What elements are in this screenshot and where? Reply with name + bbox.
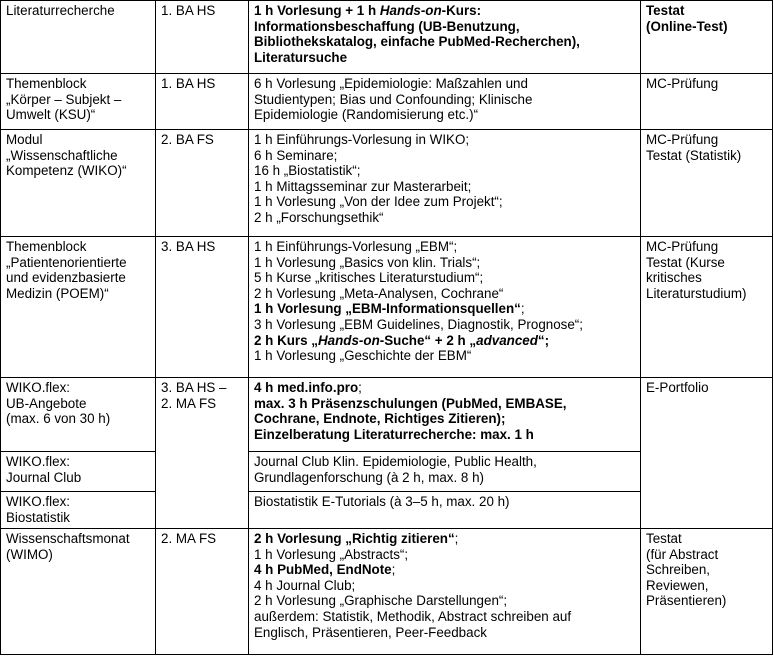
- text-run: -Kurs:: [441, 3, 482, 18]
- text-run: advanced: [476, 332, 538, 348]
- text-run: 4 h PubMed, EndNote: [254, 562, 392, 578]
- content-cell: [249, 130, 641, 237]
- cell-line: Themenblock: [6, 76, 87, 91]
- text-run: Testat: [646, 3, 685, 18]
- cell-line: [254, 494, 635, 510]
- text-run: Journal Club Klin. Epidemiologie, Public Health,: [254, 454, 537, 469]
- cell-line: [254, 625, 635, 641]
- text-run: Testat: [646, 531, 682, 546]
- cell-line: Modul: [6, 132, 43, 147]
- cell-line: Medizin (POEM)“: [6, 285, 109, 301]
- cell-line: [646, 593, 767, 609]
- table-row: [1, 529, 773, 655]
- module-cell: [1, 378, 156, 452]
- text-run: 1 h Mittagsseminar zur Masterarbeit;: [254, 178, 472, 194]
- cell-line: [254, 163, 635, 179]
- cell-line: 1. BA HS: [161, 3, 216, 18]
- cell-line: (max. 6 von 30 h): [6, 411, 111, 427]
- text-run: 6 h Seminare;: [254, 147, 338, 163]
- text-run: 2 h Vorlesung „Meta-Analysen, Cochrane“: [254, 285, 504, 301]
- cell-line: 1. BA HS: [161, 76, 216, 91]
- cell-line: [254, 470, 635, 486]
- text-run: MC-Prüfung: [646, 76, 719, 91]
- content-cell: [249, 237, 641, 378]
- text-run: Englisch, Präsentieren, Peer-Feedback: [254, 624, 487, 640]
- cell-line: UB-Angebote: [6, 395, 87, 411]
- cell-line: [254, 578, 635, 594]
- content-cell: [249, 492, 641, 529]
- cell-line: [254, 148, 635, 164]
- cell-line: Kompetenz (WIKO)“: [6, 163, 127, 179]
- text-run: Schreiben,: [646, 562, 711, 578]
- cell-line: [254, 531, 635, 547]
- module-cell: [1, 492, 156, 529]
- cell-line: [254, 34, 635, 50]
- text-run: (für Abstract: [646, 546, 719, 562]
- table-row: [1, 130, 773, 237]
- cell-line: 2. MA FS: [161, 531, 217, 546]
- text-run: 16 h „Biostatistik“;: [254, 163, 361, 179]
- text-run: Testat (Kurse: [646, 254, 725, 270]
- cell-line: [646, 547, 767, 563]
- assessment-cell: [641, 237, 773, 378]
- text-run: Hands-on: [318, 332, 380, 348]
- text-run: 1 h Einführungs-Vorlesung in WIKO;: [254, 132, 470, 147]
- cell-line: „Körper – Subjekt –: [6, 91, 122, 107]
- cell-line: [254, 411, 635, 427]
- text-run: Literaturstudium): [646, 285, 747, 301]
- cell-line: [254, 593, 635, 609]
- cell-line: [646, 3, 767, 19]
- cell-line: 2. MA FS: [161, 395, 217, 411]
- cell-line: [254, 317, 635, 333]
- semester-cell: [156, 237, 249, 378]
- text-run: Einzelberatung Literaturrecherche: max. 1 h: [254, 426, 534, 442]
- cell-line: [254, 547, 635, 563]
- assessment-cell: [641, 130, 773, 237]
- cell-line: [254, 3, 635, 19]
- text-run: Hands-on: [379, 3, 442, 18]
- cell-line: [254, 255, 635, 271]
- text-run: 4 h Journal Club;: [254, 577, 356, 593]
- text-run: 3 h Vorlesung „EBM Guidelines, Diagnostik, Prognose“;: [254, 316, 583, 332]
- cell-line: WIKO.flex:: [6, 454, 70, 469]
- module-cell: [1, 452, 156, 492]
- assessment-cell: [641, 74, 773, 130]
- cell-line: [254, 562, 635, 578]
- text-run: 1 h Vorlesung „Geschichte der EBM“: [254, 348, 472, 364]
- cell-line: [646, 270, 767, 286]
- text-run: Literatursuche: [254, 49, 348, 65]
- text-run: max. 3 h Präsenzschulungen (PubMed, EMBASE,: [254, 395, 567, 411]
- text-run: (Online-Test): [646, 18, 728, 34]
- cell-line: [254, 396, 635, 412]
- cell-line: [646, 239, 767, 255]
- module-cell: [1, 237, 156, 378]
- cell-line: [646, 286, 767, 302]
- module-cell: [1, 130, 156, 237]
- text-run: 4 h med.info.pro: [254, 380, 359, 395]
- content-cell: [249, 1, 641, 74]
- text-run: MC-Prüfung: [646, 239, 719, 254]
- cell-line: [254, 132, 635, 148]
- cell-line: [646, 562, 767, 578]
- assessment-cell: [641, 378, 773, 529]
- cell-line: [254, 286, 635, 302]
- text-run: ;: [391, 562, 396, 578]
- semester-cell: [156, 1, 249, 74]
- cell-line: [646, 148, 767, 164]
- cell-line: [254, 380, 635, 396]
- module-cell: [1, 1, 156, 74]
- table-row: [1, 74, 773, 130]
- table-row: [1, 237, 773, 378]
- cell-line: [646, 255, 767, 271]
- text-run: Informationsbeschaffung (UB-Benutzung,: [254, 18, 520, 34]
- assessment-cell: [641, 529, 773, 655]
- cell-line: [254, 270, 635, 286]
- content-cell: [249, 74, 641, 130]
- semester-cell: [156, 378, 249, 529]
- cell-line: [646, 76, 767, 92]
- cell-line: Biostatistik: [6, 509, 70, 525]
- semester-cell: [156, 74, 249, 130]
- semester-cell: [156, 529, 249, 655]
- cell-line: [254, 239, 635, 255]
- text-run: Biostatistik E-Tutorials (à 3–5 h, max. 20 h): [254, 494, 510, 509]
- cell-line: [254, 179, 635, 195]
- text-run: Testat (Statistik): [646, 147, 742, 163]
- text-run: MC-Prüfung: [646, 132, 719, 147]
- text-run: 2 h Kurs „: [254, 332, 318, 348]
- cell-line: [646, 380, 767, 396]
- cell-line: [254, 107, 635, 123]
- cell-line: [254, 92, 635, 108]
- cell-line: [254, 427, 635, 443]
- content-cell: [249, 378, 641, 452]
- text-run: 1 h Vorlesung „EBM-Informationsquellen“: [254, 301, 521, 317]
- text-run: 1 h Vorlesung + 1 h: [254, 3, 380, 18]
- text-run: ;: [454, 531, 459, 546]
- text-run: “;: [537, 332, 550, 348]
- cell-line: [254, 194, 635, 210]
- text-run: ;: [520, 301, 525, 317]
- text-run: 2 h „Forschungsethik“: [254, 209, 384, 225]
- text-run: Studientypen; Bias und Confounding; Klinische: [254, 91, 533, 107]
- semester-cell: [156, 130, 249, 237]
- text-run: Bibliothekskatalog, einfache PubMed-Recherchen),: [254, 34, 580, 50]
- text-run: 2 h Vorlesung „Graphische Darstellungen“;: [254, 593, 508, 609]
- cell-line: 2. BA FS: [161, 132, 214, 147]
- module-cell: [1, 529, 156, 655]
- cell-line: WIKO.flex:: [6, 380, 70, 395]
- text-run: Epidemiologie (Randomisierung etc.)“: [254, 107, 479, 123]
- cell-line: 3. BA HS –: [161, 380, 227, 395]
- text-run: Reviewen,: [646, 577, 709, 593]
- cell-line: „Wissenschaftliche: [6, 147, 118, 163]
- text-run: 1 h Einführungs-Vorlesung „EBM“;: [254, 239, 458, 254]
- text-run: 1 h Vorlesung „Abstracts“;: [254, 546, 409, 562]
- cell-line: [254, 609, 635, 625]
- cell-line: Umwelt (KSU)“: [6, 107, 96, 123]
- cell-line: Journal Club: [6, 469, 82, 485]
- content-cell: [249, 452, 641, 492]
- text-run: kritisches: [646, 270, 702, 286]
- cell-line: [254, 210, 635, 226]
- text-run: -Suche“ + 2 h „: [379, 332, 477, 348]
- table-row: [1, 378, 773, 452]
- text-run: 5 h Kurse „kritisches Literaturstudium“;: [254, 270, 484, 286]
- cell-line: [254, 333, 635, 349]
- cell-line: [646, 578, 767, 594]
- cell-line: [254, 454, 635, 470]
- cell-line: [646, 531, 767, 547]
- table-row: [1, 1, 773, 74]
- cell-line: [646, 19, 767, 35]
- cell-line: [254, 19, 635, 35]
- cell-line: [254, 301, 635, 317]
- text-run: ;: [358, 380, 362, 395]
- cell-line: und evidenzbasierte: [6, 270, 126, 286]
- cell-line: [254, 50, 635, 66]
- text-run: außerdem: Statistik, Methodik, Abstract schreiben auf: [254, 608, 572, 624]
- cell-line: Themenblock: [6, 239, 87, 254]
- text-run: 1 h Vorlesung „Von der Idee zum Projekt“;: [254, 194, 503, 210]
- cell-line: (WIMO): [6, 546, 53, 562]
- content-cell: [249, 529, 641, 655]
- text-run: E-Portfolio: [646, 380, 709, 395]
- cell-line: Wissenschaftsmonat: [6, 531, 130, 546]
- cell-line: [646, 132, 767, 148]
- text-run: Cochrane, Endnote, Richtiges Zitieren);: [254, 411, 506, 427]
- text-run: 2 h Vorlesung „Richtig zitieren“: [254, 531, 455, 546]
- text-run: 1 h Vorlesung „Basics von klin. Trials“;: [254, 254, 481, 270]
- text-run: Präsentieren): [646, 593, 727, 609]
- assessment-cell: [641, 1, 773, 74]
- cell-line: [254, 76, 635, 92]
- text-run: Grundlagenforschung (à 2 h, max. 8 h): [254, 469, 485, 485]
- cell-line: [254, 348, 635, 364]
- module-cell: [1, 74, 156, 130]
- cell-line: Literaturrecherche: [6, 3, 115, 18]
- cell-line: WIKO.flex:: [6, 494, 70, 509]
- text-run: 6 h Vorlesung „Epidemiologie: Maßzahlen und: [254, 76, 528, 91]
- cell-line: 3. BA HS: [161, 239, 216, 254]
- cell-line: „Patientenorientierte: [6, 254, 127, 270]
